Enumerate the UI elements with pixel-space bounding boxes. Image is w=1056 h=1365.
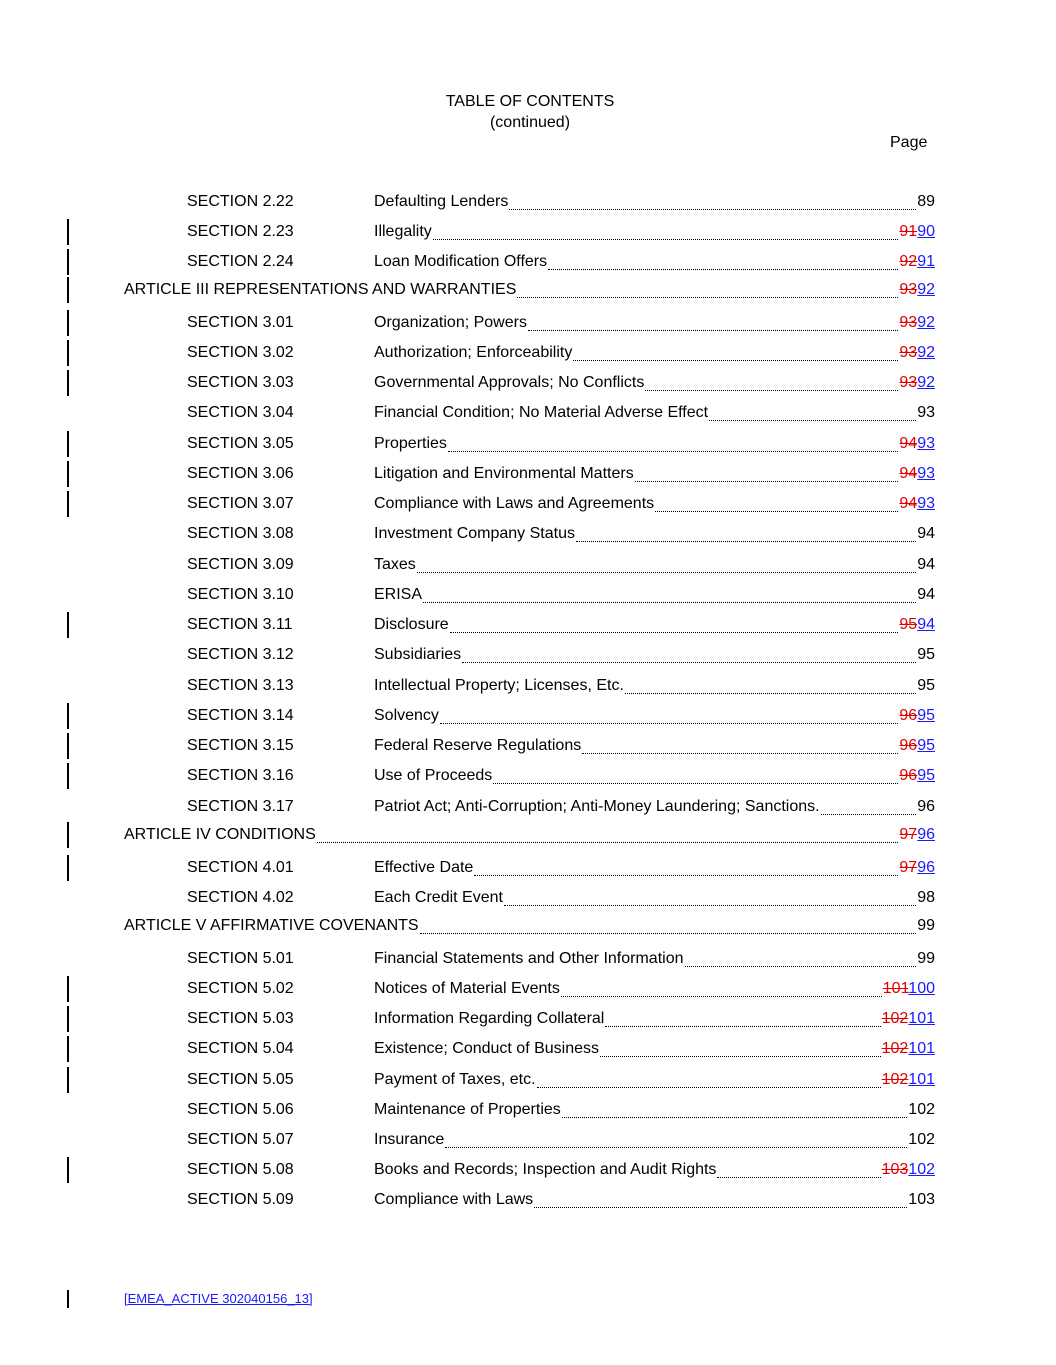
page-number (899, 314, 935, 332)
change-bar (67, 431, 69, 457)
inserted-page-number: 95 (917, 767, 935, 784)
inserted-page-number: 93 (917, 465, 935, 482)
change-bar (67, 1036, 69, 1062)
toc-section-row[interactable] (0, 374, 1056, 396)
inserted-page-number: 102 (908, 1161, 935, 1178)
section-number: SECTION 3.12 (187, 646, 294, 663)
deleted-page-number: 94 (899, 465, 918, 482)
change-bar (67, 491, 69, 517)
deleted-page-number: 91 (899, 223, 918, 240)
change-bar (67, 310, 69, 336)
section-title: Existence; Conduct of Business (374, 1040, 600, 1057)
inserted-page-number: 91 (917, 253, 935, 270)
toc-section-row[interactable] (0, 1040, 1056, 1062)
dot-leader (645, 390, 898, 391)
toc-leader-line (124, 917, 935, 939)
dot-leader (685, 966, 917, 967)
toc-leader-line (374, 1131, 935, 1153)
inserted-page-number: 101 (908, 1071, 935, 1088)
change-bar (67, 277, 69, 303)
dot-leader (534, 1207, 907, 1208)
section-number: SECTION 4.02 (187, 889, 294, 906)
section-number: SECTION 2.23 (187, 223, 294, 240)
toc-leader-line (374, 1161, 935, 1183)
section-title: Use of Proceeds (374, 767, 493, 784)
toc-section-row[interactable] (0, 1101, 1056, 1123)
article-title: ARTICLE III REPRESENTATIONS AND WARRANTIES (124, 281, 517, 298)
toc-section-row[interactable] (0, 677, 1056, 699)
section-number: SECTION 5.05 (187, 1071, 294, 1088)
section-number: SECTION 3.13 (187, 677, 294, 694)
page-number: 99 (917, 950, 935, 967)
page-number (899, 826, 935, 844)
dot-leader (433, 239, 899, 240)
page-number (899, 281, 935, 299)
section-number: SECTION 5.04 (187, 1040, 294, 1057)
section-title: Loan Modification Offers (374, 253, 548, 270)
change-bar (67, 219, 69, 245)
toc-article-row[interactable] (0, 917, 1056, 939)
toc-section-row[interactable] (0, 223, 1056, 245)
toc-leader-line (374, 586, 935, 608)
toc-section-row[interactable] (0, 435, 1056, 457)
deleted-page-number: 94 (899, 435, 918, 452)
section-title: Litigation and Environmental Matters (374, 465, 634, 482)
toc-section-row[interactable] (0, 586, 1056, 608)
toc-title: TABLE OF CONTENTS (445, 93, 615, 110)
section-number: SECTION 3.09 (187, 556, 294, 573)
change-bar (67, 976, 69, 1002)
toc-section-row[interactable] (0, 889, 1056, 911)
toc-section-row[interactable] (0, 1010, 1056, 1032)
toc-article-row[interactable] (0, 826, 1056, 848)
deleted-page-number: 94 (899, 495, 918, 512)
toc-section-row[interactable] (0, 556, 1056, 578)
toc-leader-line (374, 556, 935, 578)
dot-leader (821, 814, 917, 815)
page-number: 96 (917, 798, 935, 815)
dot-leader (493, 783, 898, 784)
dot-leader (576, 541, 916, 542)
inserted-page-number: 95 (917, 707, 935, 724)
page-number: 102 (908, 1131, 935, 1148)
section-number: SECTION 3.15 (187, 737, 294, 754)
change-bar (67, 249, 69, 275)
toc-section-row[interactable] (0, 525, 1056, 547)
change-bar (67, 763, 69, 789)
inserted-page-number: 95 (917, 737, 935, 754)
dot-leader (561, 996, 882, 997)
page-number (899, 374, 935, 392)
dot-leader (709, 420, 916, 421)
toc-section-row[interactable] (0, 798, 1056, 820)
toc-section-row[interactable] (0, 344, 1056, 366)
change-bar (67, 855, 69, 881)
toc-leader-line (374, 616, 935, 638)
inserted-page-number: 101 (908, 1010, 935, 1027)
section-title: Books and Records; Inspection and Audit Rights (374, 1161, 717, 1178)
section-number: SECTION 5.07 (187, 1131, 294, 1148)
inserted-page-number: 92 (917, 281, 935, 298)
section-title: Investment Company Status (374, 525, 575, 542)
section-number: SECTION 5.01 (187, 950, 294, 967)
section-title: Federal Reserve Regulations (374, 737, 582, 754)
section-title: Effective Date (374, 859, 474, 876)
toc-section-row[interactable] (0, 1131, 1056, 1153)
toc-leader-line (374, 193, 935, 215)
section-title: Financial Statements and Other Information (374, 950, 684, 967)
section-number: SECTION 5.06 (187, 1101, 294, 1118)
deleted-page-number: 101 (882, 980, 909, 997)
change-bar (67, 612, 69, 638)
toc-leader-line (374, 374, 935, 396)
section-number: SECTION 3.04 (187, 404, 294, 421)
dot-leader (462, 662, 916, 663)
section-number: SECTION 2.22 (187, 193, 294, 210)
page-number (899, 344, 935, 362)
section-number: SECTION 3.02 (187, 344, 294, 361)
section-number: SECTION 3.01 (187, 314, 294, 331)
toc-leader-line (374, 344, 935, 366)
section-number: SECTION 5.03 (187, 1010, 294, 1027)
change-bar (67, 703, 69, 729)
section-title: Taxes (374, 556, 416, 573)
toc-leader-line (374, 859, 935, 881)
deleted-page-number: 93 (899, 344, 918, 361)
section-title: Organization; Powers (374, 314, 527, 331)
toc-leader-line (374, 950, 935, 972)
dot-leader (440, 723, 898, 724)
dot-leader (417, 572, 916, 573)
toc-subtitle: (continued) (489, 114, 571, 131)
dot-leader (562, 1117, 908, 1118)
dot-leader (573, 360, 898, 361)
deleted-page-number: 93 (899, 374, 918, 391)
section-title: Disclosure (374, 616, 449, 633)
toc-leader-line (374, 253, 935, 275)
section-title: Notices of Material Events (374, 980, 560, 997)
toc-leader-line (374, 495, 935, 517)
page-number: 94 (917, 556, 935, 573)
toc-leader-line (374, 465, 935, 487)
toc-leader-line (374, 798, 935, 820)
toc-section-row[interactable] (0, 1161, 1056, 1183)
section-title: Compliance with Laws and Agreements (374, 495, 655, 512)
page-number: 103 (908, 1191, 935, 1208)
dot-leader (474, 875, 898, 876)
dot-leader (655, 511, 898, 512)
section-title: Subsidiaries (374, 646, 462, 663)
toc-section-row[interactable] (0, 707, 1056, 729)
inserted-page-number: 96 (917, 859, 935, 876)
deleted-page-number: 96 (899, 737, 918, 754)
toc-leader-line (374, 767, 935, 789)
deleted-page-number: 92 (899, 253, 918, 270)
section-number: SECTION 2.24 (187, 253, 294, 270)
change-bar (67, 822, 69, 848)
section-number: SECTION 3.08 (187, 525, 294, 542)
dot-leader (423, 602, 916, 603)
change-bar (67, 461, 69, 487)
change-bar (67, 370, 69, 396)
toc-article-row[interactable] (0, 281, 1056, 303)
section-title: Each Credit Event (374, 889, 503, 906)
deleted-page-number: 95 (899, 616, 918, 633)
section-title: Properties (374, 435, 447, 452)
document-reference-link[interactable]: [EMEA_ACTIVE 302040156_13] (124, 1291, 313, 1306)
page-number (899, 737, 935, 755)
toc-leader-line (374, 1101, 935, 1123)
page-number: 95 (917, 677, 935, 694)
toc-leader-line (374, 889, 935, 911)
page-number: 99 (917, 917, 935, 934)
toc-leader-line (374, 980, 935, 1002)
dot-leader (509, 209, 916, 210)
toc-section-row[interactable] (0, 1191, 1056, 1213)
toc-leader-line (124, 826, 935, 848)
page-number (882, 1040, 935, 1058)
section-number: SECTION 5.02 (187, 980, 294, 997)
section-title: Insurance (374, 1131, 445, 1148)
section-title: Compliance with Laws (374, 1191, 534, 1208)
toc-section-row[interactable] (0, 859, 1056, 881)
toc-leader-line (374, 646, 935, 668)
dot-leader (605, 1026, 880, 1027)
section-number: SECTION 3.14 (187, 707, 294, 724)
toc-section-row[interactable] (0, 737, 1056, 759)
section-number: SECTION 3.11 (187, 616, 293, 633)
section-title: Financial Condition; No Material Adverse Effect (374, 404, 709, 421)
change-bar (67, 733, 69, 759)
inserted-page-number: 101 (908, 1040, 935, 1057)
section-title: Patriot Act; Anti-Corruption; Anti-Money Laundering; Sanctions. (374, 798, 820, 815)
section-number: SECTION 5.08 (187, 1161, 294, 1178)
page-number: 95 (917, 646, 935, 663)
dot-leader (528, 330, 898, 331)
dot-leader (504, 905, 916, 906)
dot-leader (717, 1177, 880, 1178)
dot-leader (548, 269, 898, 270)
toc-leader-line (374, 404, 935, 426)
page-number (882, 1161, 935, 1179)
page-number (899, 253, 935, 271)
page-number (899, 616, 935, 634)
page-number: 102 (908, 1101, 935, 1118)
toc-section-row[interactable] (0, 495, 1056, 517)
section-number: SECTION 3.06 (187, 465, 294, 482)
toc-section-row[interactable] (0, 314, 1056, 336)
inserted-page-number: 100 (908, 980, 935, 997)
change-bar (67, 1157, 69, 1183)
page-number: 98 (917, 889, 935, 906)
change-bar (67, 1290, 69, 1308)
dot-leader (537, 1087, 881, 1088)
inserted-page-number: 93 (917, 495, 935, 512)
change-bar (67, 1006, 69, 1032)
deleted-page-number: 102 (881, 1071, 909, 1088)
toc-section-row[interactable] (0, 193, 1056, 215)
deleted-page-number: 103 (881, 1161, 909, 1178)
page-number (899, 707, 935, 725)
page-number: 94 (917, 525, 935, 542)
section-title: Governmental Approvals; No Conflicts (374, 374, 645, 391)
toc-section-row[interactable] (0, 980, 1056, 1002)
change-bar (67, 340, 69, 366)
toc-leader-line (124, 281, 935, 303)
section-title: Defaulting Lenders (374, 193, 509, 210)
page-number (882, 1071, 935, 1089)
dot-leader (625, 693, 916, 694)
page-number: 93 (917, 404, 935, 421)
section-title: Intellectual Property; Licenses, Etc. (374, 677, 624, 694)
toc-leader-line (374, 677, 935, 699)
inserted-page-number: 93 (917, 435, 935, 452)
section-title: Information Regarding Collateral (374, 1010, 605, 1027)
change-bar (67, 1067, 69, 1093)
section-title: Authorization; Enforceability (374, 344, 573, 361)
toc-section-row[interactable] (0, 253, 1056, 275)
article-title: ARTICLE V AFFIRMATIVE COVENANTS (124, 917, 419, 934)
article-title: ARTICLE IV CONDITIONS (124, 826, 316, 843)
dot-leader (450, 632, 899, 633)
toc-leader-line (374, 1040, 935, 1062)
toc-leader-line (374, 1010, 935, 1032)
deleted-page-number: 102 (881, 1010, 909, 1027)
dot-leader (317, 842, 899, 843)
inserted-page-number: 96 (917, 826, 935, 843)
deleted-page-number: 97 (899, 826, 918, 843)
deleted-page-number: 93 (899, 314, 918, 331)
toc-leader-line (374, 314, 935, 336)
toc-leader-line (374, 707, 935, 729)
dot-leader (600, 1056, 881, 1057)
inserted-page-number: 92 (917, 374, 935, 391)
inserted-page-number: 92 (917, 314, 935, 331)
toc-section-row[interactable] (0, 616, 1056, 638)
section-number: SECTION 4.01 (187, 859, 294, 876)
toc-leader-line (374, 525, 935, 547)
toc-section-row[interactable] (0, 465, 1056, 487)
page-number (899, 495, 935, 513)
inserted-page-number: 92 (917, 344, 935, 361)
section-number: SECTION 5.09 (187, 1191, 294, 1208)
deleted-page-number: 96 (899, 707, 918, 724)
section-number: SECTION 3.17 (187, 798, 294, 815)
dot-leader (582, 753, 898, 754)
deleted-page-number: 93 (899, 281, 918, 298)
deleted-page-number: 102 (881, 1040, 909, 1057)
page-number (883, 980, 935, 998)
deleted-page-number: 96 (899, 767, 918, 784)
section-number: SECTION 3.07 (187, 495, 294, 512)
toc-leader-line (374, 1071, 935, 1093)
section-title: Maintenance of Properties (374, 1101, 561, 1118)
dot-leader (420, 933, 917, 934)
section-number: SECTION 3.05 (187, 435, 294, 452)
toc-leader-line (374, 435, 935, 457)
deleted-page-number: 97 (899, 859, 918, 876)
page-column-label: Page (890, 134, 928, 151)
page-number (899, 859, 935, 877)
toc-leader-line (374, 223, 935, 245)
toc-section-row[interactable] (0, 404, 1056, 426)
page-number: 89 (917, 193, 935, 210)
page-number (899, 223, 935, 241)
dot-leader (517, 297, 898, 298)
toc-section-row[interactable] (0, 646, 1056, 668)
section-title: Payment of Taxes, etc. (374, 1071, 536, 1088)
section-number: SECTION 3.03 (187, 374, 294, 391)
section-title: ERISA (374, 586, 423, 603)
page-number (882, 1010, 935, 1028)
toc-section-row[interactable] (0, 1071, 1056, 1093)
dot-leader (445, 1147, 907, 1148)
toc-section-row[interactable] (0, 950, 1056, 972)
section-number: SECTION 3.10 (187, 586, 294, 603)
inserted-page-number: 94 (917, 616, 935, 633)
toc-leader-line (374, 737, 935, 759)
page-number (899, 465, 935, 483)
page-number: 94 (917, 586, 935, 603)
page-number (899, 767, 935, 785)
dot-leader (635, 481, 899, 482)
toc-section-row[interactable] (0, 767, 1056, 789)
section-number: SECTION 3.16 (187, 767, 294, 784)
inserted-page-number: 90 (917, 223, 935, 240)
section-title: Solvency (374, 707, 439, 724)
dot-leader (448, 451, 898, 452)
section-title: Illegality (374, 223, 432, 240)
page-number (899, 435, 935, 453)
toc-leader-line (374, 1191, 935, 1213)
